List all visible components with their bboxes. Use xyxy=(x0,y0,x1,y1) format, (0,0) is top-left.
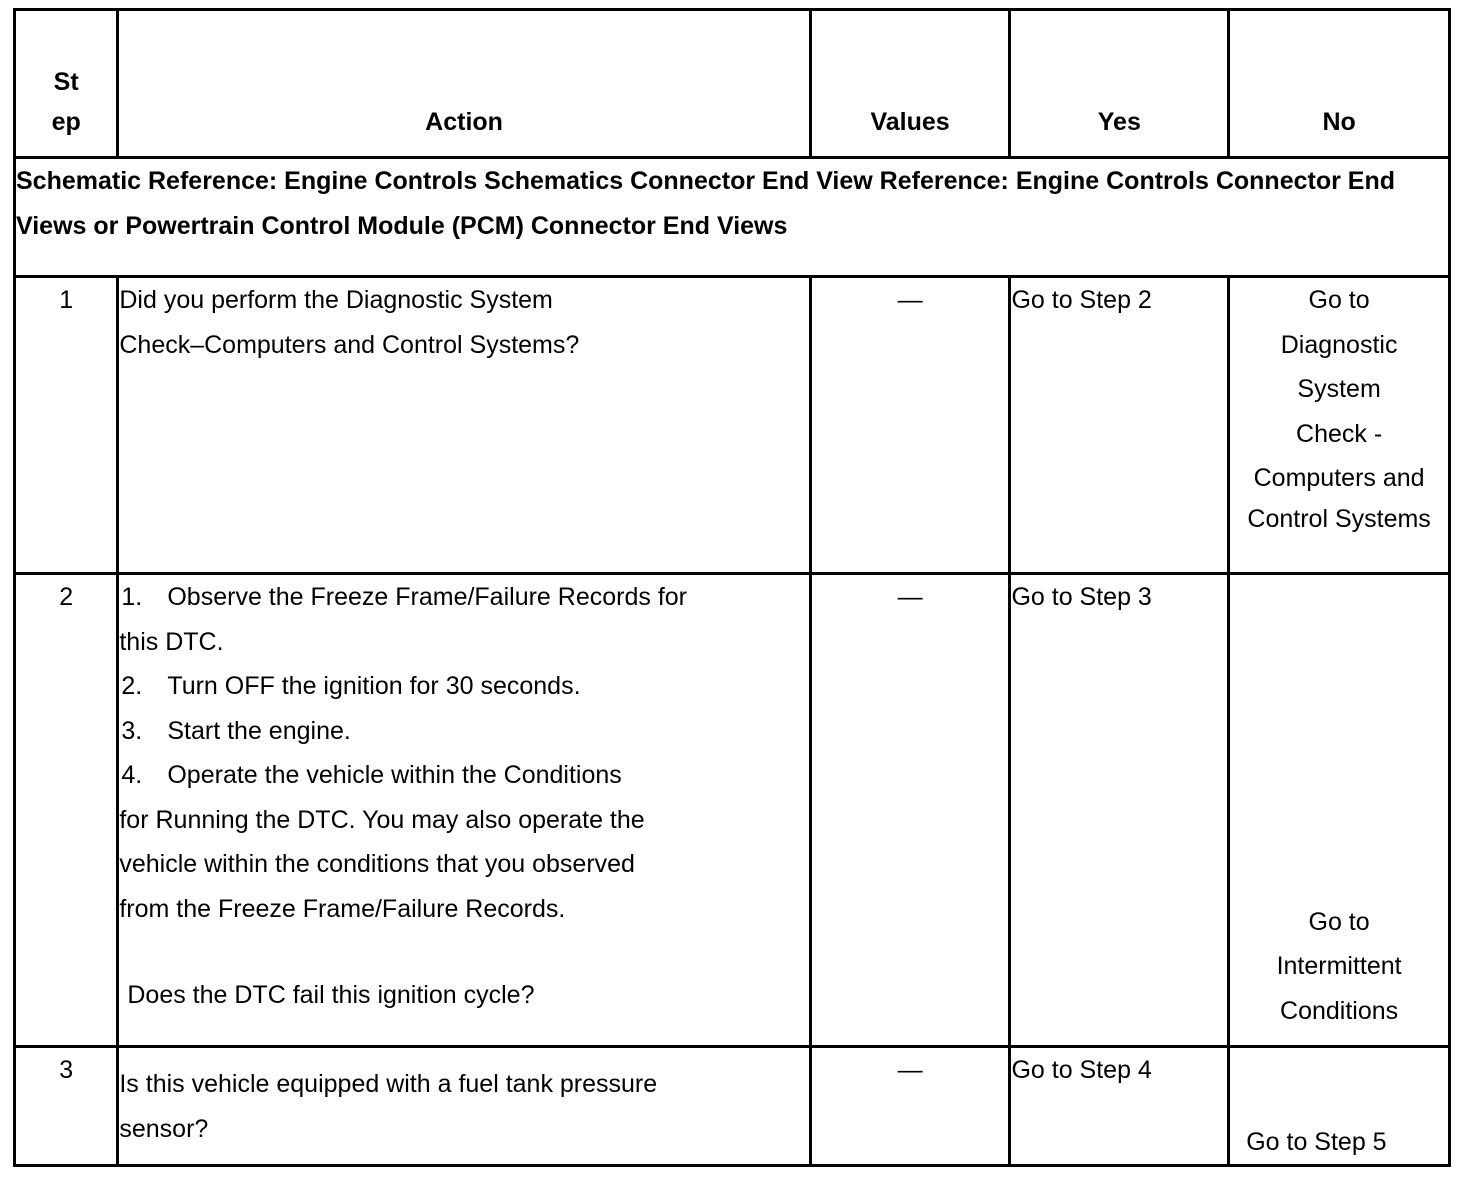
values-cell: — xyxy=(810,574,1010,1047)
values-cell: — xyxy=(810,277,1010,574)
schematic-reference: Schematic Reference: Engine Controls Schematics Connector End View Reference: Engine Controls Connector End Views or Powertrain Control Module (PCM) Connector End Views xyxy=(15,158,1450,277)
no-cell: Go to Intermittent Conditions xyxy=(1229,574,1450,1047)
list-item-continuation: vehicle within the conditions that you observed xyxy=(119,850,635,878)
diagnostic-table xyxy=(13,8,1451,1167)
action-steps-list xyxy=(119,575,808,931)
step-number: 2 xyxy=(15,574,118,1047)
action-cell: Did you perform the Diagnostic System Check–Computers and Control Systems? xyxy=(118,277,810,574)
reference-row xyxy=(15,158,1450,277)
yes-cell: Go to Step 2 xyxy=(1010,277,1229,574)
header-yes: Yes xyxy=(1010,10,1229,158)
table-row xyxy=(15,277,1450,574)
table-header-row xyxy=(15,10,1450,158)
header-no: No xyxy=(1229,10,1450,158)
list-item: 2. Turn OFF the ignition for 30 seconds. xyxy=(121,672,581,700)
header-action: Action xyxy=(118,10,810,158)
step-number: 1 xyxy=(15,277,118,574)
action-cell xyxy=(118,574,810,1047)
action-question: Does the DTC fail this ignition cycle? xyxy=(127,981,535,1009)
list-item: 3. Start the engine. xyxy=(121,716,351,745)
table-row xyxy=(15,574,1450,1047)
yes-cell: Go to Step 3 xyxy=(1010,574,1229,1047)
yes-cell: Go to Step 4 xyxy=(1010,1047,1229,1166)
step-number: 3 xyxy=(15,1047,118,1166)
action-cell: Is this vehicle equipped with a fuel tank pressure sensor? xyxy=(118,1047,810,1166)
no-cell: Go to Step 5 xyxy=(1229,1047,1450,1166)
header-values: Values xyxy=(810,10,1010,158)
list-item: 4. Operate the vehicle within the Conditions xyxy=(121,761,622,789)
no-cell: Go to Diagnostic System Check - Computers and Control Systems xyxy=(1229,277,1450,574)
list-item-continuation: for Running the DTC. You may also operate the xyxy=(119,805,645,834)
list-item-continuation: from the Freeze Frame/Failure Records. xyxy=(119,894,566,923)
list-item-continuation: this DTC. xyxy=(119,627,224,656)
list-item: 1. Observe the Freeze Frame/Failure Records for xyxy=(121,583,687,611)
values-cell: — xyxy=(810,1047,1010,1166)
header-step: St ep xyxy=(15,10,118,158)
table-row xyxy=(15,1047,1450,1166)
